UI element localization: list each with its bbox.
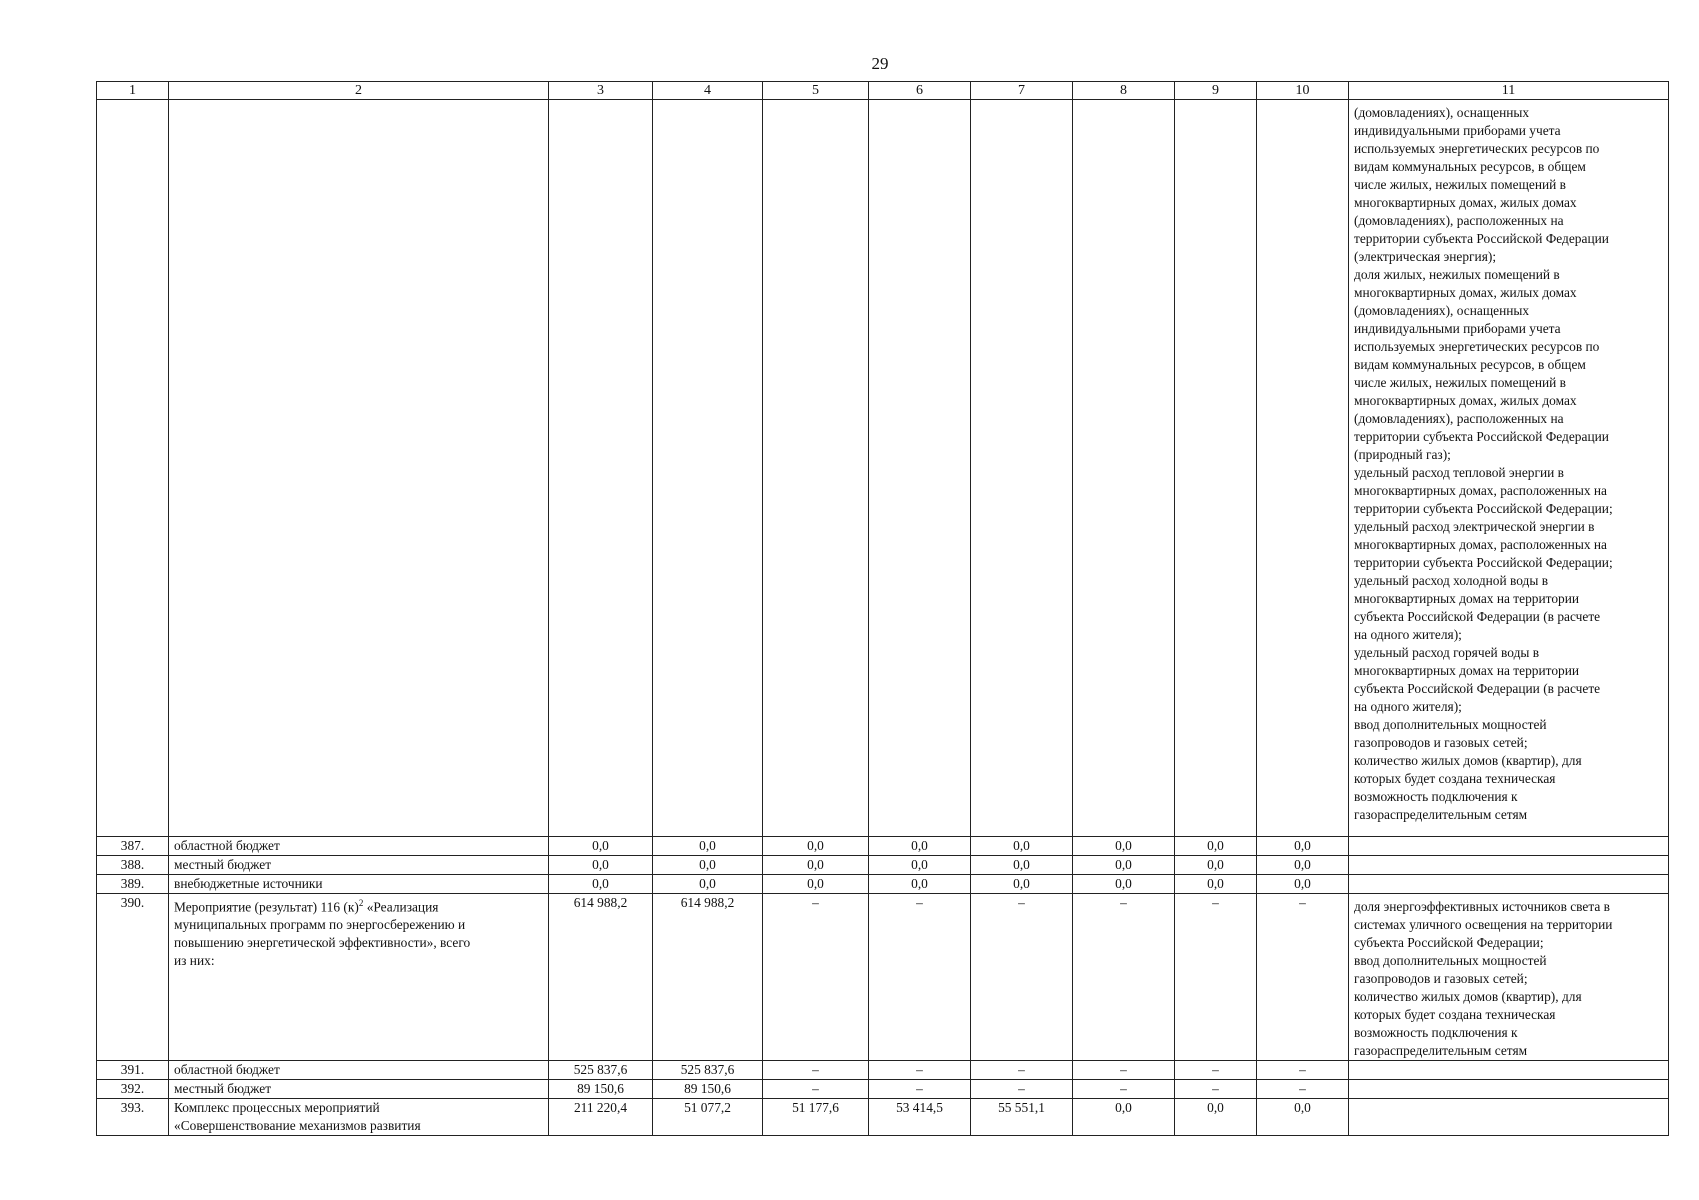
indicator-line: удельный расход холодной воды в [1354,573,1549,588]
value-cell: – [1175,1080,1257,1099]
value-cell: 0,0 [1073,856,1175,875]
header-cell: 8 [1073,82,1175,100]
value-cell: – [1073,894,1175,1061]
indicator-line: которых будет создана техническая [1354,771,1556,786]
table-row [97,1061,1669,1080]
indicator-cell [1349,856,1669,875]
indicator-line: (домовладениях), оснащенных [1354,105,1530,120]
row-name: местный бюджет [169,856,549,875]
header-cell: 4 [653,82,763,100]
value-cell: 0,0 [763,856,869,875]
header-cell: 5 [763,82,869,100]
row-name: внебюджетные источники [169,875,549,894]
value-cell: – [1257,894,1349,1061]
indicator-line: газопроводов и газовых сетей; [1354,735,1528,750]
value-cell: 0,0 [1175,1099,1257,1136]
indicator-cell [1349,875,1669,894]
indicator-line: ввод дополнительных мощностей [1354,953,1547,968]
indicator-line: многоквартирных домах, жилых домах [1354,285,1577,300]
indicator-line: удельный расход электрической энергии в [1354,519,1595,534]
value-cell: 0,0 [971,875,1073,894]
indicator-line: многоквартирных домах на территории [1354,663,1580,678]
indicator-line: возможность подключения к [1354,1025,1518,1040]
table-row [97,875,1669,894]
indicator-line: индивидуальными приборами учета [1354,123,1561,138]
indicator-line: газораспределительным сетям [1354,1043,1528,1058]
value-cell: 525 837,6 [653,1061,763,1080]
indicator-line: территории субъекта Российской Федерации [1354,429,1609,444]
indicators-cell [1349,100,1669,837]
indicator-line: на одного жителя); [1354,699,1462,714]
value-cell: 0,0 [971,856,1073,875]
value-cell: 0,0 [763,837,869,856]
value-cell: – [1175,894,1257,1061]
value-cell: 53 414,5 [869,1099,971,1136]
row-number: 390. [97,894,169,1061]
value-cell: 55 551,1 [971,1099,1073,1136]
indicator-line: видам коммунальных ресурсов, в общем [1354,357,1586,372]
value-cell: – [869,1080,971,1099]
indicator-line: доля жилых, нежилых помещений в [1354,267,1560,282]
value-cell: 0,0 [1257,837,1349,856]
indicator-line: на одного жителя); [1354,627,1462,642]
indicator-line: удельный расход тепловой энергии в [1354,465,1564,480]
value-cell: 0,0 [549,856,653,875]
indicator-line: которых будет создана техническая [1354,1007,1556,1022]
header-cell: 10 [1257,82,1349,100]
value-cell: 89 150,6 [653,1080,763,1099]
header-cell: 6 [869,82,971,100]
table-row [97,894,1669,1061]
indicator-line: используемых энергетических ресурсов по [1354,339,1600,354]
indicator-line: (электрическая энергия); [1354,249,1497,264]
indicator-line: удельный расход горячей воды в [1354,645,1540,660]
row-number: 387. [97,837,169,856]
indicator-line: (домовладениях), расположенных на [1354,213,1564,228]
value-cell: 0,0 [653,875,763,894]
indicator-line: ввод дополнительных мощностей [1354,717,1547,732]
row-number: 388. [97,856,169,875]
row-name: местный бюджет [169,1080,549,1099]
value-cell: 0,0 [971,837,1073,856]
indicator-line: используемых энергетических ресурсов по [1354,141,1600,156]
value-cell: – [971,894,1073,1061]
value-cell: – [1073,1080,1175,1099]
indicator-line: доля энергоэффективных источников света в [1354,899,1611,914]
value-cell: 0,0 [869,856,971,875]
indicator-line: многоквартирных домах, расположенных на [1354,537,1608,552]
value-cell: 0,0 [763,875,869,894]
indicator-line: видам коммунальных ресурсов, в общем [1354,159,1586,174]
value-cell: – [763,894,869,1061]
header-cell: 1 [97,82,169,100]
indicator-line: количество жилых домов (квартир), для [1354,753,1582,768]
row-name: Комплекс процессных мероприятий «Совершенствование механизмов развития [169,1099,549,1136]
indicator-line: многоквартирных домах, жилых домах [1354,195,1577,210]
indicator-line: (домовладениях), оснащенных [1354,303,1530,318]
indicator-cell [1349,1061,1669,1080]
table-row [97,1099,1669,1136]
value-cell: 0,0 [1175,875,1257,894]
indicator-line: субъекта Российской Федерации; [1354,935,1544,950]
value-cell: 0,0 [1073,837,1175,856]
indicator-line: индивидуальными приборами учета [1354,321,1561,336]
indicator-line: (домовладениях), расположенных на [1354,411,1564,426]
budget-table [96,81,1669,1136]
table-row-continuation [97,100,1669,837]
value-cell: 614 988,2 [653,894,763,1061]
value-cell: 0,0 [1257,875,1349,894]
value-cell: – [1175,1061,1257,1080]
indicator-cell [1349,1080,1669,1099]
header-cell: 9 [1175,82,1257,100]
value-cell: 0,0 [1175,837,1257,856]
header-cell: 3 [549,82,653,100]
value-cell: 0,0 [653,837,763,856]
row-number: 391. [97,1061,169,1080]
value-cell: 0,0 [1073,1099,1175,1136]
value-cell: 0,0 [869,875,971,894]
indicator-line: субъекта Российской Федерации (в расчете [1354,681,1601,696]
indicator-line: газопроводов и газовых сетей; [1354,971,1528,986]
value-cell: 0,0 [869,837,971,856]
indicator-line: многоквартирных домах, жилых домах [1354,393,1577,408]
header-cell: 7 [971,82,1073,100]
table-row [97,1080,1669,1099]
value-cell: 0,0 [1073,875,1175,894]
indicator-line: субъекта Российской Федерации (в расчете [1354,609,1601,624]
value-cell: – [1257,1080,1349,1099]
value-cell: 89 150,6 [549,1080,653,1099]
table-row [97,856,1669,875]
indicators-cell [1349,894,1669,1061]
indicator-line: числе жилых, нежилых помещений в [1354,375,1567,390]
value-cell: 0,0 [653,856,763,875]
indicator-cell [1349,837,1669,856]
indicator-line: возможность подключения к [1354,789,1518,804]
value-cell: 525 837,6 [549,1061,653,1080]
indicator-line: системах уличного освещения на территории [1354,917,1613,932]
value-cell: – [971,1080,1073,1099]
indicator-line: газораспределительным сетям [1354,807,1528,822]
indicator-cell [1349,1099,1669,1136]
row-name: областной бюджет [169,837,549,856]
row-number: 389. [97,875,169,894]
value-cell: 614 988,2 [549,894,653,1061]
value-cell: 51 077,2 [653,1099,763,1136]
value-cell: 0,0 [1175,856,1257,875]
row-number: 392. [97,1080,169,1099]
value-cell: – [763,1080,869,1099]
value-cell: – [1257,1061,1349,1080]
header-cell: 11 [1349,82,1669,100]
row-number: 393. [97,1099,169,1136]
value-cell: 0,0 [1257,856,1349,875]
value-cell: 211 220,4 [549,1099,653,1136]
indicator-line: количество жилых домов (квартир), для [1354,989,1582,1004]
header-cell: 2 [169,82,549,100]
value-cell: 51 177,6 [763,1099,869,1136]
indicator-line: многоквартирных домах на территории [1354,591,1580,606]
indicator-line: территории субъекта Российской Федерации; [1354,501,1613,516]
page-number: 29 [871,54,889,73]
row-name: областной бюджет [169,1061,549,1080]
value-cell: 0,0 [549,837,653,856]
indicator-line: территории субъекта Российской Федерации; [1354,555,1613,570]
indicator-line: многоквартирных домах, расположенных на [1354,483,1608,498]
value-cell: 0,0 [549,875,653,894]
value-cell: – [869,1061,971,1080]
header-row [97,82,1669,100]
indicator-line: (природный газ); [1354,447,1451,462]
value-cell: – [763,1061,869,1080]
row-name: Мероприятие (результат) 116 $(к)^2$ «Реализация муниципальных программ по энергосбережению и повышению энергетической эффективности», всего из них: [169,894,549,1061]
value-cell: – [971,1061,1073,1080]
value-cell: 0,0 [1257,1099,1349,1136]
indicator-line: территории субъекта Российской Федерации [1354,231,1609,246]
value-cell: – [1073,1061,1175,1080]
table-row [97,837,1669,856]
indicator-line: числе жилых, нежилых помещений в [1354,177,1567,192]
value-cell: – [869,894,971,1061]
